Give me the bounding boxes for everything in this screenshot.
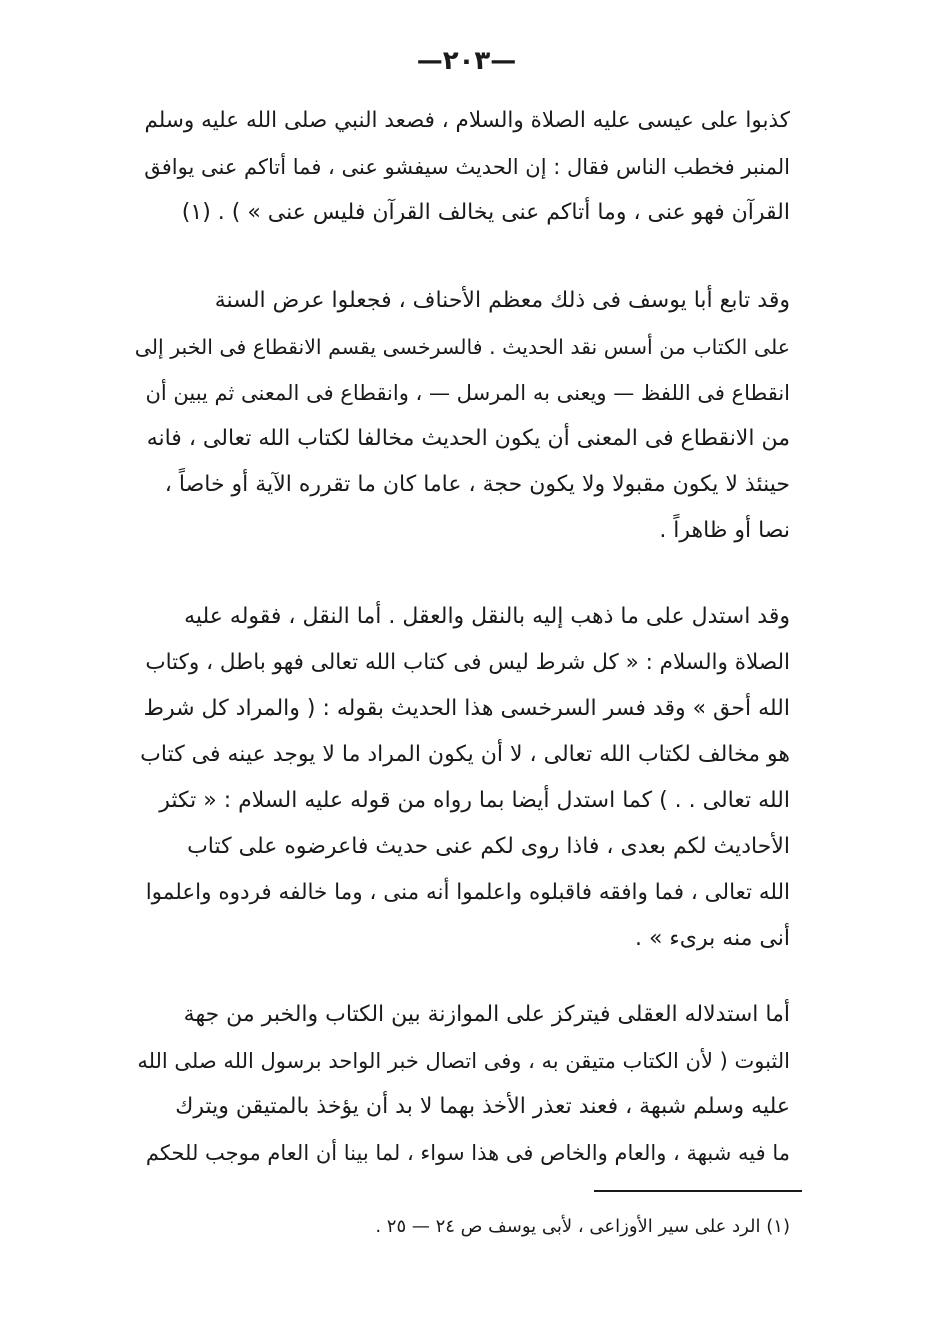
- text-line: انقطاع فى اللفظ — ويعنى به المرسل — ، وانقطاع فى المعنى ثم يبين أن: [145, 381, 790, 405]
- text-line: الأحاديث لكم بعدى ، فاذا روى لكم عنى حديث فاعرضوه على كتاب: [187, 834, 790, 859]
- paragraph-2: [132, 278, 790, 554]
- paragraph-3: [132, 594, 790, 962]
- text-line: ما فيه شبهة ، والعام والخاص فى هذا سواء ، لما بينا أن العام موجب للحكم: [145, 1141, 790, 1165]
- text-line: أنى منه برىء » .: [634, 926, 790, 951]
- text-line: عليه وسلم شبهة ، فعند تعذر الأخذ بهما لا بد أن يؤخذ بالمتيقن ويترك: [175, 1094, 790, 1119]
- text-line: نصا أو ظاهراً .: [659, 518, 790, 543]
- text-line: على الكتاب من أسس نقد الحديث . فالسرخسى يقسم الانقطاع فى الخبر إلى: [134, 335, 790, 359]
- text-line: الثبوت ( لأن الكتاب متيقن به ، وفى اتصال خبر الواحد برسول الله صلى الله: [137, 1049, 790, 1073]
- text-line: الله تعالى . . ) كما استدل أيضا بما رواه من قوله عليه السلام : « تكثر: [159, 788, 790, 813]
- text-line: القرآن فهو عنى ، وما أتاكم عنى يخالف القرآن فليس عنى » ) . (١): [181, 200, 790, 225]
- text-line: الله أحق » وقد فسر السرخسى هذا الحديث بقوله : ( والمراد كل شرط: [143, 696, 790, 721]
- text-line: كذبوا على عيسى عليه الصلاة والسلام ، فصعد النبي صلى الله عليه وسلم: [144, 108, 790, 133]
- text-line: حينئذ لا يكون مقبولا ولا يكون حجة ، عاما كان ما تقرره الآية أو خاصاً ،: [164, 472, 790, 497]
- footnote: (١) الرد على سير الأوزاعى ، لأبى يوسف ص ٢٤ — ٢٥ .: [375, 1216, 790, 1237]
- text-line: أما استدلاله العقلى فيتركز على الموازنة بين الكتاب والخبر من جهة: [183, 1002, 790, 1027]
- text-line: وقد استدل على ما ذهب إليه بالنقل والعقل . أما النقل ، فقوله عليه: [184, 604, 790, 629]
- paragraph-1: [132, 98, 790, 236]
- page-number: —٢٠٣—: [416, 46, 517, 76]
- paragraph-4: [132, 992, 790, 1176]
- text-line: من الانقطاع فى المعنى أن يكون الحديث مخالفا لكتاب الله تعالى ، فانه: [146, 426, 790, 451]
- text-line: هو مخالف لكتاب الله تعالى ، لا أن يكون المراد ما لا يوجد عينه فى كتاب: [140, 742, 790, 767]
- text-line: المنبر فخطب الناس فقال : إن الحديث سيفشو عنى ، فما أتاكم عنى يوافق: [144, 155, 790, 179]
- text-line: الصلاة والسلام : « كل شرط ليس فى كتاب الله تعالى فهو باطل ، وكتاب: [145, 650, 790, 675]
- text-line: وقد تابع أبا يوسف فى ذلك معظم الأحناف ، فجعلوا عرض السنة: [214, 288, 790, 313]
- text-line: الله تعالى ، فما وافقه فاقبلوه واعلموا أنه منى ، وما خالفه فردوه واعلموا: [145, 880, 790, 905]
- footnote-divider: [594, 1190, 802, 1192]
